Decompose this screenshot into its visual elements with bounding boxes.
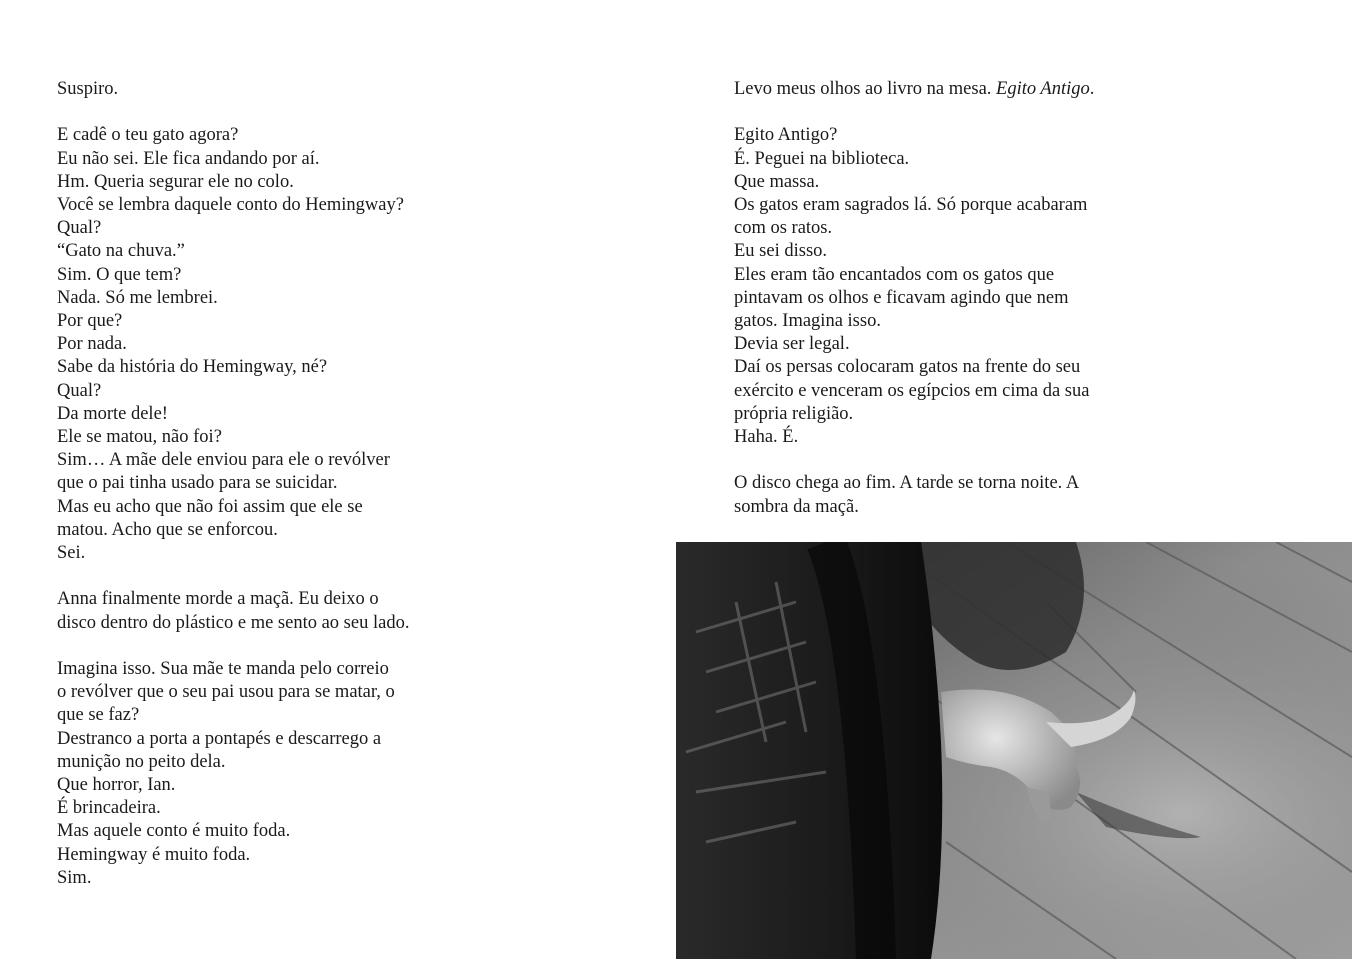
text-line: munição no peito dela. (57, 751, 226, 772)
text-line: sombra da maçã. (734, 496, 859, 517)
text-line: Sim. O que tem? (57, 264, 182, 285)
text-line: Egito Antigo? (734, 125, 838, 146)
right-first-line (734, 78, 1134, 101)
text-line: Que massa. (734, 171, 820, 192)
text-line: pintavam os olhos e ficavam agindo que nem (734, 287, 1069, 308)
text-line: Hm. Queria segurar ele no colo. (57, 171, 294, 192)
text-line: “Gato na chuva.” (57, 241, 185, 262)
text-line: disco dentro do plástico e me sento ao seu lado. (57, 612, 410, 633)
text-line: Por que? (57, 311, 123, 332)
text-line: Qual? (57, 380, 102, 401)
paragraph-break (57, 565, 457, 588)
text-line: Nada. Só me lembrei. (57, 287, 218, 308)
text-line: Sim… A mãe dele enviou para ele o revólver (57, 450, 390, 471)
text-line: É brincadeira. (57, 798, 161, 819)
text-line: matou. Acho que se enforcou. (57, 519, 278, 540)
text-line: exército e venceram os egípcios em cima da sua (734, 380, 1090, 401)
text-line: o revólver que o seu pai usou para se matar, o (57, 682, 395, 703)
text-line: Anna finalmente morde a maçã. Eu deixo o (57, 589, 379, 610)
text-line: Hemingway é muito foda. (57, 844, 251, 865)
text-line: Ele se matou, não foi? (57, 427, 222, 448)
text-line: É. Peguei na biblioteca. (734, 148, 910, 169)
paragraph-break (57, 635, 457, 658)
text-line: Eles eram tão encantados com os gatos que (734, 264, 1055, 285)
text-line: Destranco a porta a pontapés e descarrego a (57, 728, 382, 749)
text-line: Os gatos eram sagrados lá. Só porque acabaram (734, 195, 1088, 215)
text-line: Sei. (57, 543, 86, 564)
first-line-text: Levo meus olhos ao livro na mesa. (734, 79, 997, 99)
text-line: Imagina isso. Sua mãe te manda pelo correio (57, 659, 389, 680)
text-line: Sabe da história do Hemingway, né? (57, 357, 328, 378)
text-line: Qual? (57, 218, 102, 239)
text-line: Suspiro. (57, 79, 119, 99)
book-title: Egito Antigo (996, 79, 1090, 99)
text-line: Da morte dele! (57, 403, 168, 424)
text-line: Haha. É. (734, 427, 799, 448)
text-line: Por nada. (57, 334, 127, 355)
text-line: com os ratos. (734, 218, 833, 239)
text-line: Você se lembra daquele conto do Hemingway? (57, 195, 404, 215)
text-line: Mas aquele conto é muito foda. (57, 821, 291, 842)
text-line: que o pai tinha usado para se suicidar. (57, 473, 338, 494)
text-line: Eu não sei. Ele fica andando por aí. (57, 148, 320, 169)
paragraph-break (734, 101, 1134, 124)
text-line: O disco chega ao fim. A tarde se torna noite. A (734, 473, 1080, 494)
text-line: E cadê o teu gato agora? (57, 125, 239, 146)
text-line: própria religião. (734, 403, 854, 424)
first-line-period: . (1089, 79, 1095, 99)
text-line: gatos. Imagina isso. (734, 311, 881, 332)
photograph-cat-on-floor-icon (676, 542, 1352, 959)
text-line: Eu sei disso. (734, 241, 828, 262)
text-line: Daí os persas colocaram gatos na frente do seu (734, 357, 1081, 378)
text-line: Devia ser legal. (734, 334, 850, 355)
right-page-lines (734, 101, 1134, 519)
text-line: que se faz? (57, 705, 140, 726)
paragraph-break (57, 101, 457, 124)
paragraph-break (734, 449, 1134, 472)
right-page-text (734, 78, 1134, 519)
left-page-text (57, 78, 457, 890)
cat-photograph (676, 542, 1352, 959)
text-line: Que horror, Ian. (57, 775, 176, 796)
text-line: Sim. (57, 867, 92, 888)
text-line: Mas eu acho que não foi assim que ele se (57, 496, 363, 517)
